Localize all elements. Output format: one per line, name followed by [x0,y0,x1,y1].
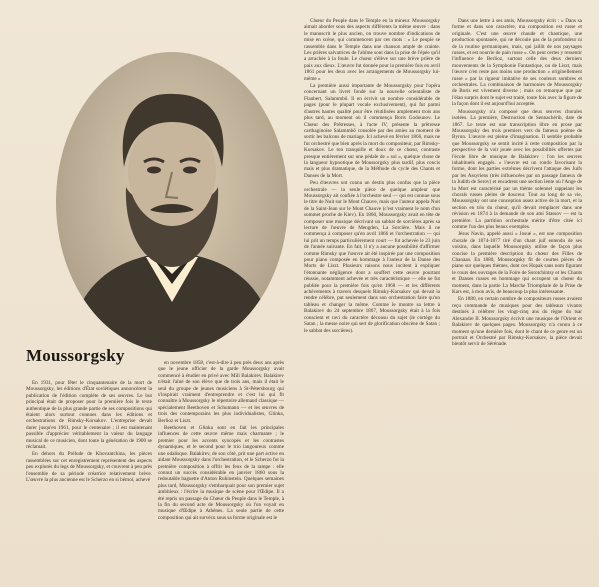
text-column-4 [452,18,582,578]
page-title: Moussorgsky [26,346,125,365]
text-column-1 [26,380,152,578]
paragraph: En dehors du Prélude de Khovantchina, les pièces rassemblées sur cet enregistrement représentent des aspects peu explorés du legs de Moussorgsky, et couvrent à peu près l'ensemble de sa période créatrice relativement brève. L'œuvre la plus ancienne est le Scherzo en si bémol, achevé [26,451,152,484]
composer-portrait [56,52,288,352]
portrait-illustration [56,52,288,352]
paragraph: Chœur du Peuple dans le Temple en la mineur. Moussorgsky aimait aborder sous des aspects différents la même œuvre : dans le manuscrit le plus ancien, on trouve nombre d'indications de mise en scène, qui commencent par ces mots : « Le peuple se rassemble dans le Temple dans une chanson ample de crainte. Les prières salvatrices de l'abîme sont dans la prise de l'épée qu'il a arrachée à la foule. Le chœur s'élève sur une brève prière de paix aux dieux. L'œuvre fut donnée pour la première fois en avril 1861 pour les deux avec les arrangements de Moussorgsky lui-même » [304,18,440,82]
paragraph: Moussorgsky n'a composé que deux œuvres chorales isolées. La première, Destruction de Sennachérib, date de 1867. Le texte est une transcription libre en prose par Moussorgsky des trois premiers vers du fameux poème de Byron. L'œuvre est pleine d'imagination. Il semble probable que Moussorgsky se sentit incité à cette composition par la perspective de la voir jouée avec les possibilités offertes par l'école libre de musique de Balakirev : l'on les œuvres inhabituels engagés. « l'œuvre est un rondo favorisant la forme, dont les parties extrêmes décrivent l'attaque des Juifs par les Assyriens (très influencées par un passage fameux de la Judith de Serov) et encadrent une section lente où l'Ange de la Mort est caractérisé par un thème solennel rappelant les chorals russes pleins de douceur. Tout au long de sa vie, Moussorgsky ont une conception assez active de la mort, et la section en trio du chœur, qu'il devait remplacer dans une révision en 1874 à la demande de son ami Stassov — est la première. La partition orchestrale mérite d'être citée ici comme l'un des plus beaux exemples. [452,108,582,230]
paragraph: Dans une lettre à ses amis, Moussorgsky écrit : « Dans sa forme et dans son caractère, ma composition est russe et originale. C'est une œuvre chaude et chaotique, une production spontanée, qui ne découle pas de la profondeur ni de la routine germaniques, mais, qui jaillit de nos paysages russes, et est nourrie de pain russe ». On peut certes y ressentir l'influence de Berlioz, surtout celle des deux derniers mouvements de la Symphonie Fantastique, ou de Liszt, mais l'œuvre n'en reste pas moins une production « originellement russe » par la rigueur imitative de ses couleurs sombres et orchestrales. La combinaison de harmonies de Moussorgsky de Boris est vivement diverse ; mais on remarque que par l'élan surpris dont le sujet est traité, toute fois avec la figure de la façon dont il est aujourd'hui acceptée. [452,18,582,108]
paragraph: En 1931, pour fêter le cinquantenaire de la mort de Moussorgsky, les éditions d'État soviétiques annoncèrent la publication de l'édition complète de ses œuvres. Le but principal était de proposer pour la première fois le texte authentique de la plus grande partie de ses compositions qui étaient alors surtout connues dans les éditions et orchestrations de Rimsky-Korsakov. L'entreprise devait durer jusqu'en 1961, pour le centenaire ; il est maintenant possible d'apprécier véritablement la valeur du langage musical de ce musicien, dont toute la génération de 1900 se réclamait. [26,380,152,451]
text-column-2 [158,360,284,578]
paragraph: La première aussi importante de Moussorgsky pour l'opéra concernant un livret fondé sur la nouvelle orientaliste de Flaubert, Salammbô. Il en écrivit un nombre considérable de pages (pour le plupart vocale exclusivement), qui fut parmi d'autres hautes qualité pour être réutilisées amplement trois ans plus tard, au moment où il commença Boris Godounov. Le Chœur des Prêtresses, à l'acte IV, présente la prêtresse carthaginoise Salammbô consolée par des amies au moment de sortir les balcons de mariage. Ici achevé en février 1866, mais ne fut orchestré que bien après la mort du compositeur, par Rimsky-Korsakov. Le ton tranquille et doux de ce chœur, contraste presque entièrement sur une pédale de « sol », quelque chose de la langueur hypnotique de Moussorgsky plus tardif, plus concis mais et plus dramatique, de la Méthode du cycle des Chants et Danses de la Mort. [304,83,440,179]
paragraph: Peu d'œuvres ont connu un destin plus confus que la pièce orchestrale — la seule pièce de quelque ampleur que Moussorgsky ait confiée à l'orchestre seul — qui est connue sous le titre de Nuit sur le Mont Chauve, mais que l'auteur appela Nuit de la Saint-Jean sur le Mont Chauve (c'est vraiment le nom d'un sommet proche de Kiev). En 1860, Moussorgsky avait en tête de composer une musique décrivant un sabbat de sorcières après sa lecture de l'œuvre de Mengden, La Sorcière. Mais il ne commença à composer qu'en avril 1866 et l'orchestration — qui lui prit un temps particulièrement court — fut achevée le 23 juin de l'année suivante. En fait, il n'y a aucune possibilité d'affirmer comme Rimsky que l'œuvre ait été inspirée par une composition pour piano composée en hommage à l'auteur de la Danse des Morts de Liszt. Plusieurs raisons nous incitent à expliquer l'étonnante négligence dont a souffert cette œuvre pourtant réussie, notamment achevée et très caractéristique — elle ne fut publiée pour la première fois qu'en 1968 — et les différents achèvements à travers desquels Rimsky-Korsakov qui devait la rendre célèbre, put seulement dans son orchestration faire qu'un tableau et changer la même. Comme le montre sa lettre à Balakirev du 24 septembre 1867, Moussorgsky était à la fois conscient et ravi du caractère décousu du sujet (le cortège du Satan ; la messe noire qui sert de glorification obscène de Satan ; le sabbat des sorcières). [304,180,440,334]
paragraph: en novembre 1858, c'est-à-dire à peu près deux ans après que le jeune officier de la garde Moussorgsky avait commencé à étudier en privé avec Mili Balakirev. Balakirev n'était l'aîné de son élève que de trois ans, mais il était le seul du groupe de jeunes musiciens à St-Pétersbourg qui s'inspirait vraiment d'entreprendre et c'est lui qui fit connaître à Moussorgsky le répertoire allemand classique — spécialement Beethoven et Schumann — et les œuvres de trois des contemporains les plus individualistes, Glinka, Berlioz et Liszt. [158,360,284,424]
paragraph: En 1880, en certain nombre de compositeurs russes avaient reçu commande de musiques pour des tableaux vivants destinés à célébrer les vingt-cinq ans du règne du tsar Alexandre II. Moussorgsky écrivit une musique de l'Orient et Balakirev de quelques pages. Moussorgsky n'a connu à ce moment qu'une dernière fois, dont le chant de ce genre est un portrait et Orchestré par Rimsky-Korsakov, la pièce devait bientôt servir de Sérénade. [452,296,582,348]
paragraph: Beethoven et Glinka sont en fait les principales influences de cette œuvre même mais charmante ; le premier pour les accents syncopés et les contrastes dynamiques, et le second pour le trio langoureux comme une odalisque. Balakirev, de son côté, prit une part active en aidant Moussorgsky dans l'orchestration, et le Scherzo fut la première composition à offrir les feux de la rampe : elle connut un succès considérable en janvier 1860 sous la redoutable baguette d'Anton Rubinstein. Quelques semaines plus tard, Moussorgsky s'embarquait pour son premier sujet ambitieux : l'écrire la musique de scène pour l'Œdipe. Il a été repris un passage du Chœur du Peuple dans le Temple, à la fin du second acte de Moussorgsky où l'on voyait en musique d'Œdipe à Athènes. La seule partie de cette composition qui ait survécu sous sa forme originale est le [158,425,284,521]
text-column-3 [304,18,440,578]
paragraph: Jésus Navin, appelé aussi « Josué », est une composition chorale de 1874-1877 tiré d'un chant juif entendu de ses voisins, dans laquelle Moussorgsky utilise de façon plus concise la première description du chœur des Filles de Chanaan. En 1880, Moussorgsky fit de courtes pièces de piano sur quelques thèmes, dont ces Hopak sans nom figurant le cours des ouvrages de la Foire de Sorotchintsy et les Chants et Danses russes en hommage qui occupent un chœur du moment, dans la partie La Marche Triomphale de la Prise de Kars est, à mon avis, de beaucoup la plus intéressante. [452,231,582,296]
